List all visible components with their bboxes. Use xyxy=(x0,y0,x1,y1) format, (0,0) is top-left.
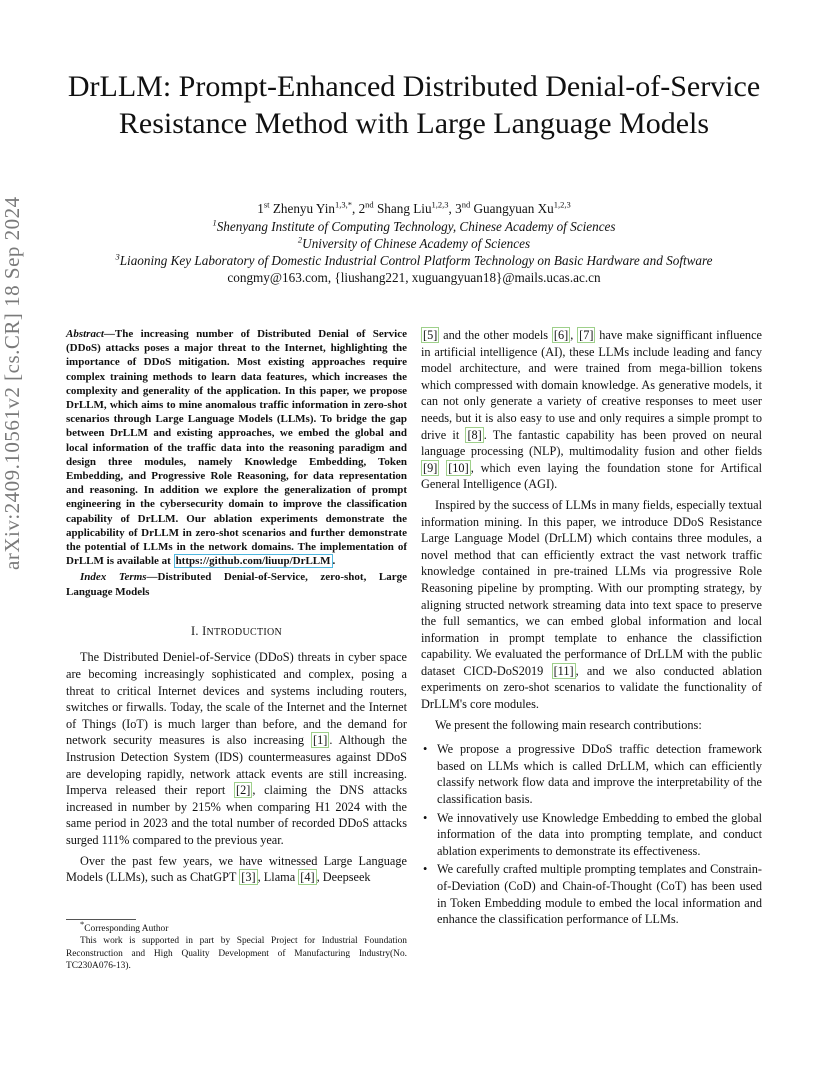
intro-paragraph-2 xyxy=(66,853,407,886)
footnote-rule xyxy=(66,919,136,920)
footnotes xyxy=(66,918,407,973)
text-run: The Distributed Deniel-of-Service (DDoS) threats in cyber space are becoming increasingly sophisticated and complex, posing a threat to critical Internet devices and systems including routers, switches or firwalls. Today, the scale of the Internet and the Internet of Things (IoT) is much larger than before, and the demand for network security measures is also increasing xyxy=(66,650,407,748)
author-2-name: Shang Liu xyxy=(376,201,432,216)
text-run: have make signifficant influence in artificial intelligence (AI), these LLMs include leading and fancy model architecture, and were trained from mega-billion tokens which compressed with domain knowledge. As generative models, it can not only generate a variety of creative responses to meet user needs, but it is also easy to use and only requires a simple prompt to drive it xyxy=(421,328,763,442)
citation-1[interactable]: [1] xyxy=(312,733,328,748)
contributions-intro: We present the following main research contributions: xyxy=(435,717,702,732)
author-line: 1st Zhenyu Yin$^{1,3,*}$, 2nd Shang Liu$^{1,2,3}$, 3nd Guangyuan Xu$^{1,2,3}$ xyxy=(257,199,571,216)
right-paragraph-2 xyxy=(421,497,762,713)
author-1-ordinal-sup: st xyxy=(263,199,270,210)
section-title-rest: NTRODUCTION xyxy=(206,626,283,638)
index-terms xyxy=(66,570,407,598)
citation-8[interactable]: [8] xyxy=(467,427,482,442)
citation-6[interactable]: [6] xyxy=(553,328,569,342)
affiliation-2 xyxy=(60,235,768,252)
affiliation-3-mark: 3 xyxy=(115,251,120,262)
author-emails: congmy@163.com, {liushang221, xuguangyuan18}@mails.ucas.ac.cn xyxy=(227,270,601,285)
contributions-list xyxy=(421,741,762,928)
citation-2[interactable]: [2] xyxy=(235,783,251,798)
right-paragraph-1 xyxy=(421,327,762,493)
author-1-ordinal: 1 xyxy=(257,201,264,216)
citation-10[interactable]: [10] xyxy=(448,460,469,475)
text-run: Inspired by the success of LLMs in many fields, especially textual information mining. In this paper, we introduce DDoS Resistance Large Language Model (DrLLM) which contains three modules, a novel method that can efficiently extract the vast network traffic knowledge contained in pre-trained LLMs via progressive Role Reasoning pipeline by prompting. With our prompting strategy, by aligning structed network streaming data into text space to preserve the full semantics, we can embed global information and local information in prompt template to enhance the classifiction capability. We evaluated the performance of DrLLM with the public dataset CICD-DoS2019 xyxy=(421,497,762,678)
affiliation-1 xyxy=(60,218,768,235)
list-item: • We carefully crafted multiple prompting templates and Constrain-of-Deviation (CoD) and Chain-of-Thought (CoT) has been used in Token Embedding module to embed the local information and enhance the classification performance of LLMs. xyxy=(421,861,762,927)
intro-paragraph-1 xyxy=(66,649,407,848)
list-item: • We innovatively use Knowledge Embedding to embed the global information of the data into prompting template, and conduct ablation experiments to demonstrate its effectiveness. xyxy=(421,810,762,860)
text-run: . The fantastic capability has been proved on neural language processing (NLP), multimodality fusion and other fields xyxy=(421,427,762,459)
text-run: . Although the Instrusion Detection System (IDS) countermeasures against DDoS are developing rapidly, network attack events are still increasing. Imperva released their report xyxy=(66,733,407,798)
text-run: and the other models xyxy=(439,328,552,342)
section-title-cap: I xyxy=(202,623,207,638)
footnote-corresponding-text: Corresponding Author xyxy=(84,924,169,934)
index-terms-text: —Distributed Denial-of-Service, zero-shot, Large Language Models xyxy=(66,571,407,598)
author-2-ordinal-sup: nd xyxy=(365,199,374,210)
footnote-support: This work is supported in part by Special Project for Industrial Foundation Reconstruction and High Quality Development of Manufacturing Industry(No. TC230A076-13). xyxy=(66,936,407,972)
citation-4[interactable]: [4] xyxy=(300,870,315,885)
author-1-affil: 1,3,* xyxy=(334,199,352,210)
text-run: , Deepseek xyxy=(316,870,371,885)
text-run: , xyxy=(570,328,578,342)
abstract-label: Abstract xyxy=(66,328,104,340)
section-heading-introduction xyxy=(66,623,407,642)
abstract-end: . xyxy=(332,555,336,568)
author-1-name: Zhenyu Yin xyxy=(272,201,335,216)
github-link[interactable]: https://github.com/liuup/DrLLM xyxy=(175,555,331,568)
author-3-affil: 1,2,3 xyxy=(553,199,571,210)
affiliation-1-mark: 1 xyxy=(212,217,217,228)
affiliation-1-text: Shenyang Institute of Computing Technology, Chinese Academy of Sciences xyxy=(216,219,616,234)
paper-title: DrLLM: Prompt-Enhanced Distributed Denial-of-Service Resistance Method with Large Language Models xyxy=(67,70,761,140)
affiliation-3 xyxy=(60,252,768,269)
left-column xyxy=(66,327,407,886)
footnote-mark: * xyxy=(80,918,85,929)
affiliation-2-mark: 2 xyxy=(297,234,303,245)
footnote-corresponding xyxy=(66,918,407,935)
text-run: Over the past few years, we have witnessed Large Language Models (LLMs), such as ChatGPT xyxy=(66,853,407,885)
text-run: , and we also conducted ablation experiments on zero-shot scenarios to validate the functionality of DrLLM's core modules. xyxy=(421,663,762,712)
text-run: , which even laying the foundation stone for Artifical General Intelligence (AGI). xyxy=(421,460,762,492)
abstract-text: —The increasing number of Distributed Denial of Service (DDoS) attacks poses a major threat to the Internet, highlighting the importance of DDoS mitigation. Most existing approaches require complex training methods to learn data features, which increases the complexity and generality of the application. In this paper, we propose DrLLM, which aims to mine anomalous traffic information in zero-shot scenarios through Large Language Models (LLMs). To bridge the gap between DrLLM and existing approaches, we embed the global and local information of the traffic data into the reasoning paradigm and design three modules, namely Knowledge Embedding, Token Embedding, and Progressive Role Reasoning, for data representation and reasoning. In addition we explore the generalization of prompt engineering in the cybersecurity domain to improve the classification capability of DrLLM. Our ablation experiments demonstrate the applicability of DrLLM in zero-shot scenarios and further demonstrate the potential of LLMs in the network domains. The implementation of DrLLM is available at xyxy=(66,328,407,568)
author-2-ordinal: 2 xyxy=(358,201,366,216)
author-3-ordinal-sup: nd xyxy=(461,199,471,210)
text-run: , claiming the DNS attacks increased in number by 215% when comparing H1 2024 with the same period in 2023 and the total number of recorded DDoS attacks surged 111% compared to the previous year. xyxy=(66,783,407,847)
index-terms-label: Index Terms xyxy=(80,571,147,584)
affiliation-2-text: University of Chinese Academy of Sciences xyxy=(302,236,531,251)
citation-9[interactable]: [9] xyxy=(423,460,438,475)
citation-11[interactable]: [11] xyxy=(553,663,574,678)
citation-3[interactable]: [3] xyxy=(241,870,256,885)
author-2-affil: 1,2,3 xyxy=(431,199,449,210)
citation-5[interactable]: [5] xyxy=(423,328,438,342)
text-run: , Llama xyxy=(257,870,299,885)
list-item: • We propose a progressive DDoS traffic detection framework based on LLMs which is called DrLLM, which can efficiently classify network flow data and improve the interpretability of the classification basis. xyxy=(421,741,762,807)
citation-7[interactable]: [7] xyxy=(579,328,594,342)
abstract xyxy=(66,327,407,568)
arxiv-stamp: arXiv:2409.10561v2 [cs.CR] 18 Sep 2024 xyxy=(0,196,24,570)
author-3-ordinal: 3 xyxy=(455,201,462,216)
section-number: I. xyxy=(190,623,199,638)
affiliation-3-text: Liaoning Key Laboratory of Domestic Industrial Control Platform Technology on Basic Hardware and Software xyxy=(119,253,713,268)
right-column xyxy=(421,327,762,930)
author-3-name: Guangyuan Xu xyxy=(473,201,554,216)
